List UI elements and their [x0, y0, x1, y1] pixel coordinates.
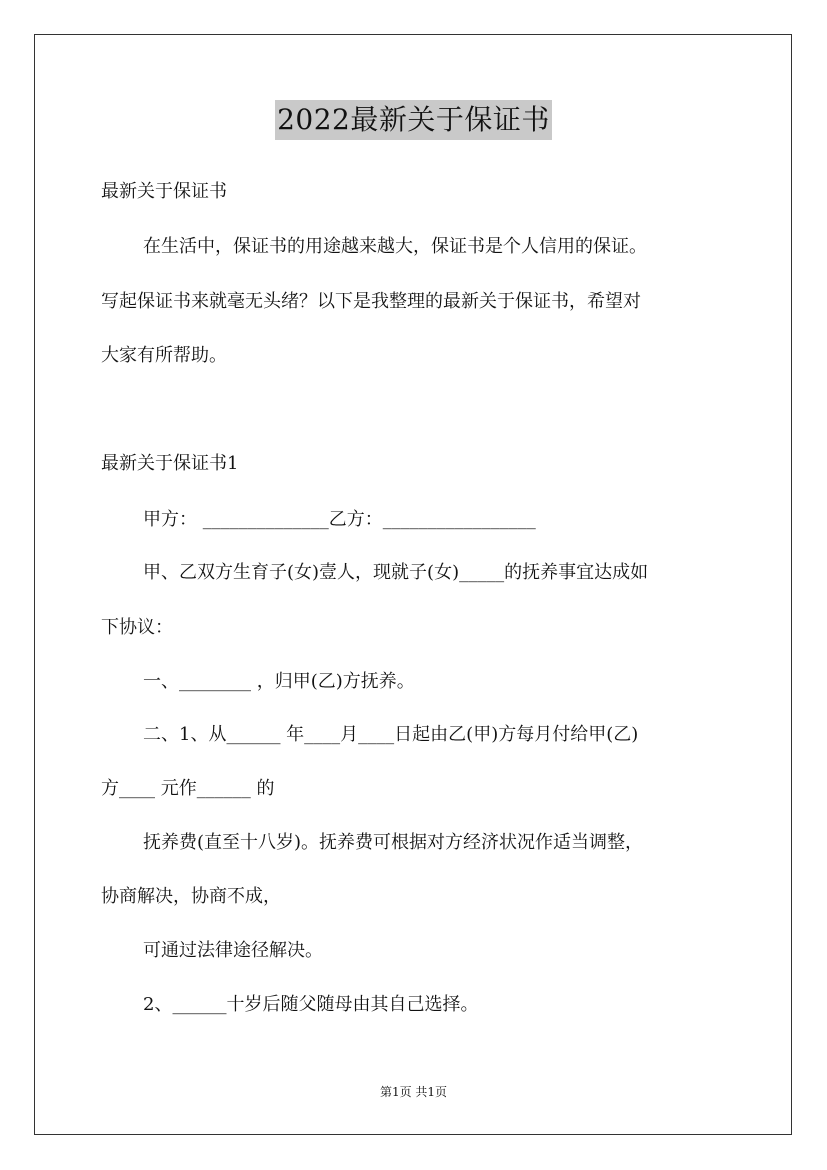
body-line-9: 2、______十岁后随父随母由其自己选择。: [143, 994, 479, 1015]
body-line-3: 一、________ ，归甲(乙)方抚养。: [143, 671, 415, 692]
body-line-4: 二、1、从______ 年____月____日起由乙(甲)方每月付给甲(乙): [143, 724, 639, 745]
body-line-7: 协商解决，协商不成，: [101, 886, 281, 907]
document-title: 2022最新关于保证书: [275, 100, 552, 140]
body-line-5: 方____ 元作______ 的: [101, 778, 275, 799]
body-line-6: 抚养费(直至十八岁)。抚养费可根据对方经济状况作适当调整，: [143, 832, 644, 853]
body-line-8: 可通过法律途径解决。: [143, 940, 323, 961]
intro-line-2: 写起保证书来就毫无头绪？以下是我整理的最新关于保证书，希望对: [101, 291, 641, 312]
parties-line: 甲方： ______________乙方：_________________: [143, 509, 536, 530]
body-line-1: 甲、乙双方生育子(女)壹人，现就子(女)_____的抚养事宜达成如: [143, 562, 649, 583]
intro-line-1: 在生活中，保证书的用途越来越大，保证书是个人信用的保证。: [143, 236, 647, 257]
intro-line-3: 大家有所帮助。: [101, 345, 227, 366]
document-heading: 最新关于保证书: [101, 181, 227, 202]
section-heading: 最新关于保证书1: [101, 453, 239, 474]
body-line-2: 下协议：: [101, 617, 173, 638]
title-container: [0, 100, 827, 140]
page-number: 第1页 共1页: [379, 1085, 448, 1099]
